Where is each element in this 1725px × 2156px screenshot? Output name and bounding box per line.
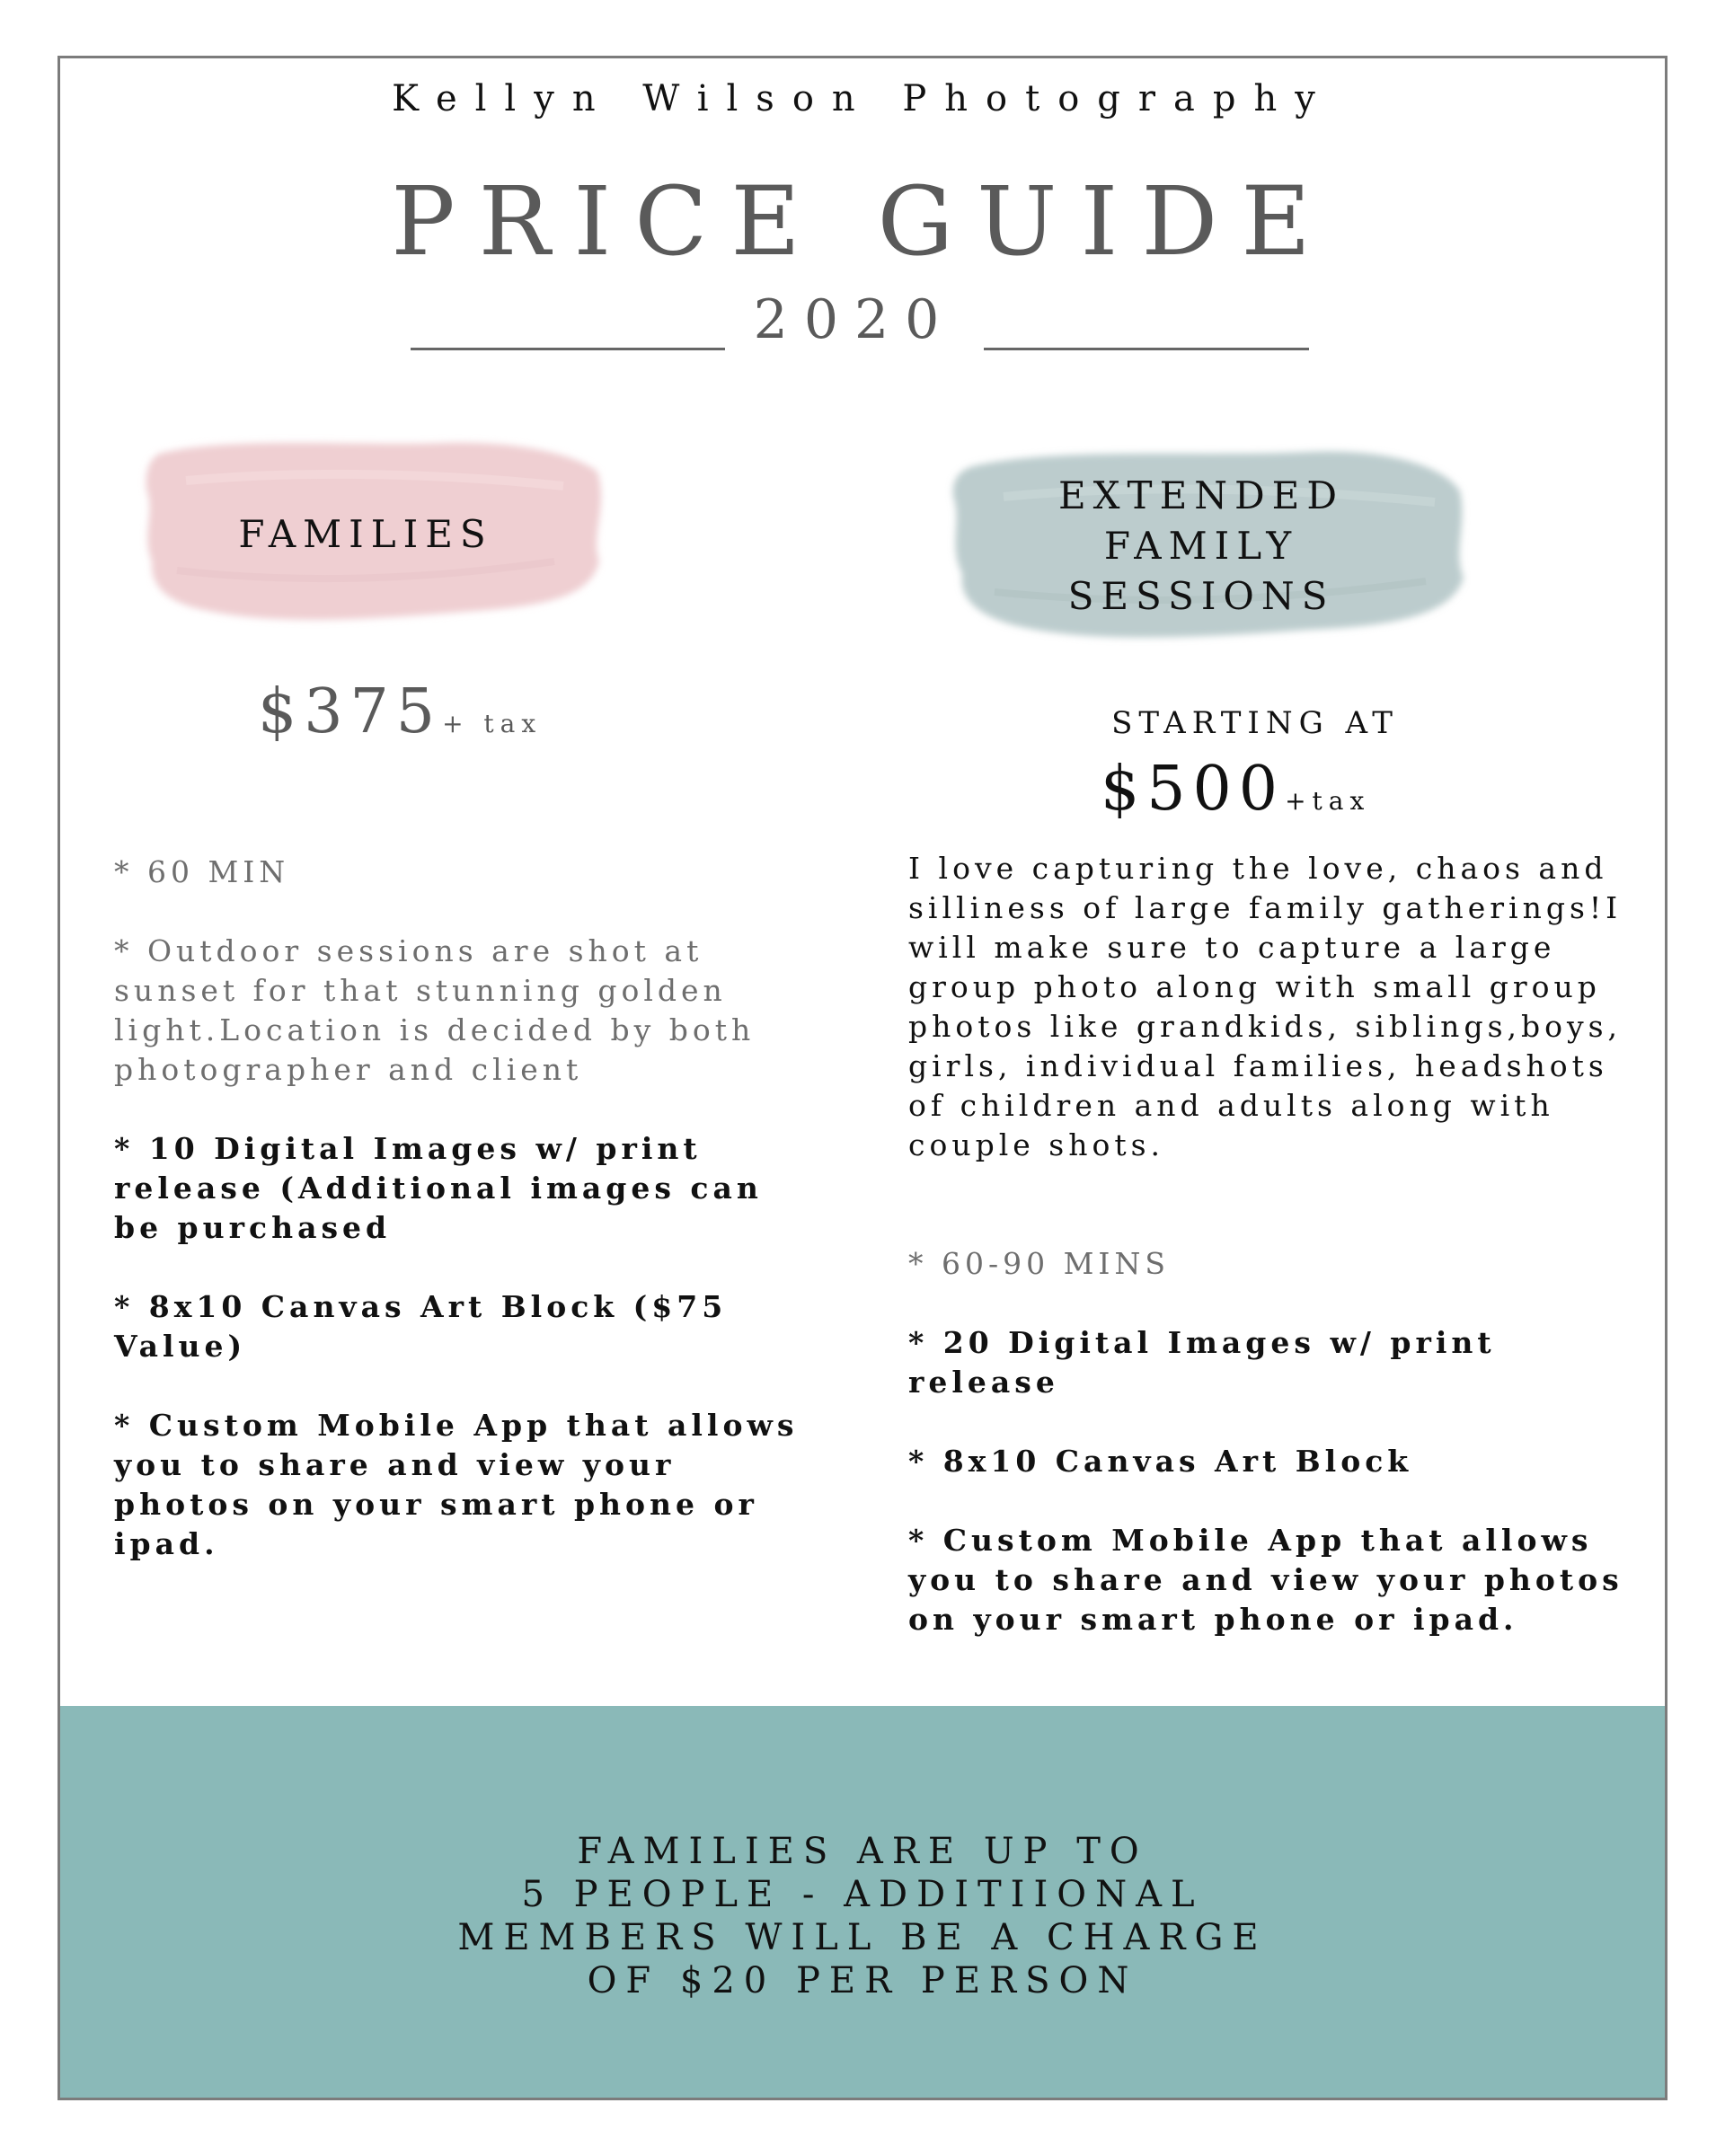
year-divider-right [984, 348, 1309, 350]
families-label: FAMILIES [238, 512, 493, 556]
families-price-value: $375 [258, 676, 443, 747]
banner-line-4: OF $20 PER PERSON [587, 1960, 1138, 2001]
extended-starting-at: STARTING AT [1111, 705, 1399, 741]
families-item-location: * Outdoor sessions are shot at sunset for that stunning golden light.Location is decided by both photographer and client [114, 933, 756, 1087]
extended-item-canvas: * 8x10 Canvas Art Block [908, 1444, 1413, 1479]
families-swatch [123, 427, 608, 642]
extended-item-app: * Custom Mobile App that allows you to share and view your photos on your smart phone or ipad. [908, 1523, 1623, 1637]
extended-description: I love capturing the love, chaos and silliness of large family gatherings!I will make sure to capture a large group photo along with small group photos like grandkids, siblings,boys, girls, individual families, headshots of children and adults along with couple shots. [908, 851, 1623, 1162]
families-item-images: * 10 Digital Images w/ print release (Additional images can be purchased [114, 1131, 763, 1245]
year-divider-left [411, 348, 725, 350]
extended-swatch [932, 434, 1471, 658]
brand-name: Kellyn Wilson Photography [392, 78, 1333, 119]
pricing-note-banner [60, 1706, 1665, 2100]
year-row [411, 288, 1309, 360]
extended-label-line-3: SESSIONS [1067, 574, 1335, 618]
extended-price [1101, 754, 1370, 825]
extended-label [932, 434, 1471, 658]
families-item-duration: * 60 MIN [114, 854, 290, 889]
extended-item-images: * 20 Digital Images w/ print release [908, 1325, 1496, 1400]
banner-line-3: MEMBERS WILL BE A CHARGE [457, 1917, 1268, 1958]
families-price-suffix: + tax [442, 709, 543, 738]
year-label: 2020 [753, 288, 956, 351]
extended-label-line-2: FAMILY [1103, 524, 1299, 568]
families-item-canvas: * 8x10 Canvas Art Block ($75 Value) [114, 1289, 728, 1364]
page-title: PRICE GUIDE [391, 166, 1334, 277]
banner-line-2: 5 PEOPLE - ADDITIIONAL [521, 1874, 1204, 1915]
banner-text [60, 1830, 1665, 2002]
extended-item-duration: * 60-90 MINS [908, 1246, 1170, 1281]
extended-details [908, 849, 1654, 1679]
families-details [114, 853, 815, 1604]
families-item-app: * Custom Mobile App that allows you to share and view your photos on your smart phone or ipad. [114, 1408, 799, 1561]
extended-price-value: $500 [1101, 754, 1286, 825]
extended-price-suffix: +tax [1285, 786, 1371, 816]
families-price [258, 676, 542, 747]
banner-line-1: FAMILIES ARE UP TO [577, 1831, 1148, 1872]
price-guide-page [58, 56, 1668, 2100]
extended-label-line-1: EXTENDED [1058, 473, 1344, 517]
